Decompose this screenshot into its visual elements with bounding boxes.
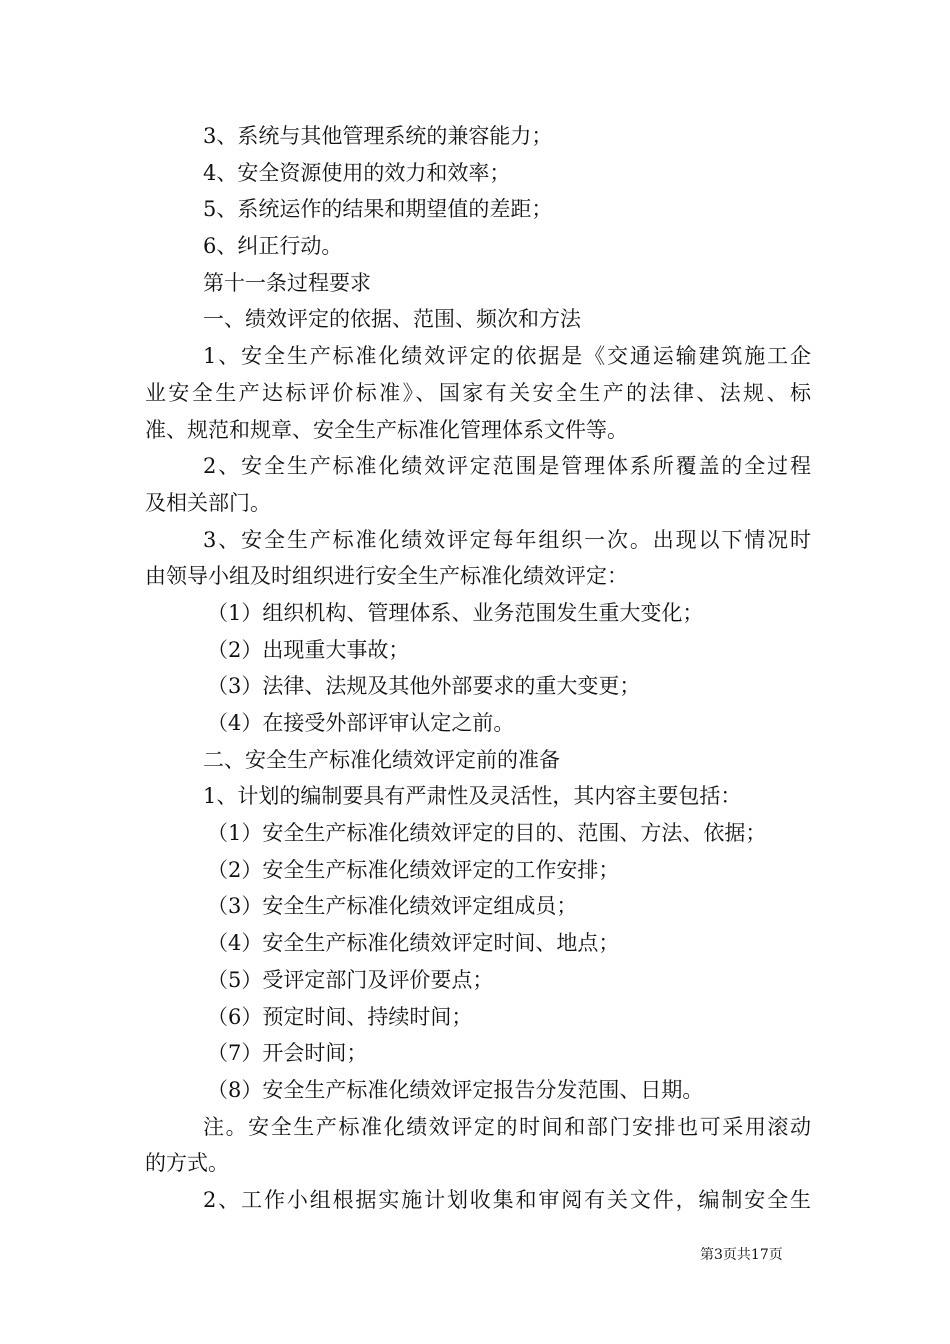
text-line-13: 由领导小组及时组织进行安全生产标准化绩效评定： [145, 564, 628, 589]
text-line-1: 3、系统与其他管理系统的兼容能力； [203, 124, 553, 148]
list-item-6: （2）安全生产标准化绩效评定的工作安排； [207, 857, 620, 882]
text-line-30: 2、工作小组根据实施计划收集和审阅有关文件，编制安全生 [203, 1187, 811, 1212]
list-item-12: （8）安全生产标准化绩效评定报告分发范围、日期。 [207, 1077, 704, 1102]
list-item-7: （3）安全生产标准化绩效评定组成员； [207, 894, 578, 919]
text-line-8: 业安全生产达标评价标准》、国家有关安全生产的法律、法规、标 [145, 380, 811, 405]
list-item-11: （7）开会时间； [207, 1041, 368, 1066]
text-line-19: 1、计划的编制要具有严肃性及灵活性，其内容主要包括： [203, 784, 742, 809]
text-line-2: 4、安全资源使用的效力和效率； [203, 160, 511, 185]
list-item-2: （2）出现重大事故； [207, 637, 410, 662]
page-number: 第3页共17页 [700, 1247, 783, 1263]
subsection-heading-1: 一、绩效评定的依据、范围、频次和方法 [203, 307, 581, 332]
list-item-9: （5）受评定部门及评价要点； [207, 967, 494, 992]
list-item-8: （4）安全生产标准化绩效评定时间、地点； [207, 931, 620, 956]
text-line-4: 6、纠正行动。 [203, 234, 343, 259]
note-line-2: 的方式。 [145, 1151, 229, 1176]
list-item-4: （4）在接受外部评审认定之前。 [207, 711, 515, 735]
section-heading: 第十一条过程要求 [203, 270, 371, 295]
text-line-3: 5、系统运作的结果和期望值的差距； [203, 197, 553, 222]
subsection-heading-2: 二、安全生产标准化绩效评定前的准备 [203, 747, 560, 772]
document-body [145, 118, 811, 1219]
text-line-10: 2、安全生产标准化绩效评定范围是管理体系所覆盖的全过程 [203, 454, 811, 479]
list-item-3: （3）法律、法规及其他外部要求的重大变更； [207, 674, 641, 699]
list-item-1: （1）组织机构、管理体系、业务范围发生重大变化； [207, 600, 704, 625]
text-line-7: 1、安全生产标准化绩效评定的依据是《交通运输建筑施工企 [203, 344, 811, 369]
text-line-9: 准、规范和规章、安全生产标准化管理体系文件等。 [145, 417, 628, 442]
text-line-11: 及相关部门。 [145, 490, 271, 515]
list-item-10: （6）预定时间、持续时间； [207, 1004, 473, 1029]
text-line-12: 3、安全生产标准化绩效评定每年组织一次。出现以下情况时 [203, 527, 811, 552]
note-line-1: 注。安全生产标准化绩效评定的时间和部门安排也可采用滚动 [203, 1114, 811, 1139]
list-item-5: （1）安全生产标准化绩效评定的目的、范围、方法、依据； [207, 821, 767, 846]
